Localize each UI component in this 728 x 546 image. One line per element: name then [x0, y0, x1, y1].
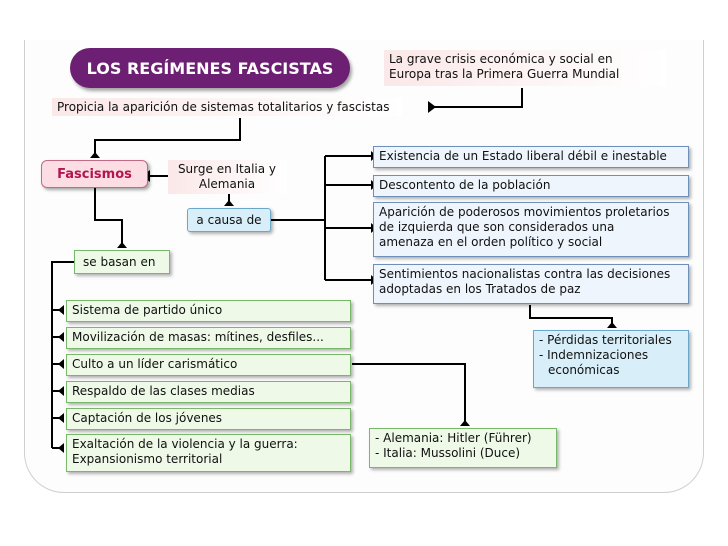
- arrowhead-propicia: [428, 101, 436, 113]
- node-cause-3-line-2: de izquierda que son considerados una: [379, 220, 615, 234]
- node-cause-2-line-1: Descontento de la población: [379, 178, 551, 192]
- node-base-4-line-1: Respaldo de las clases medias: [72, 384, 255, 398]
- node-leaders: [369, 428, 557, 468]
- node-base-3-line-1: Culto a un líder carismático: [72, 357, 238, 371]
- arrowhead-base-4: [58, 386, 64, 396]
- node-cause-1-line-1: Existencia de un Estado liberal débil e inestable: [379, 149, 667, 163]
- node-cause-4-line-1: Sentimientos nacionalistas contra las decisiones: [379, 267, 671, 281]
- arrowhead-acausa: [224, 200, 234, 206]
- node-base-6: [66, 434, 351, 472]
- node-crisis-line-1: La grave crisis económica y social en: [389, 52, 613, 66]
- node-losses: [533, 330, 689, 388]
- node-cause-4: [373, 264, 689, 304]
- node-propicia: Propicia la aparición de sistemas totalitarios y fascistas: [52, 98, 402, 116]
- connector-fascismos-basan: [95, 188, 122, 248]
- node-base-1-line-1: Sistema de partido único: [72, 303, 223, 317]
- node-a-causa-de: a causa de: [187, 208, 271, 232]
- node-fascismos: Fascismos: [41, 160, 148, 188]
- node-losses-line-1: - Pérdidas territoriales: [539, 333, 672, 347]
- arrowhead-base-6: [58, 443, 64, 453]
- node-base-6-line-2: Expansionismo territorial: [72, 452, 223, 466]
- node-surge: [168, 160, 286, 194]
- connector-culto-leaders: [352, 364, 465, 426]
- node-base-3: [66, 354, 351, 376]
- node-base-2-line-1: Movilización de masas: mítines, desfiles...: [72, 330, 324, 344]
- page-title: LOS REGÍMENES FASCISTAS: [70, 48, 350, 88]
- node-cause-3-line-3: amenaza en el orden político y social: [379, 235, 603, 249]
- node-surge-line-1: Surge en Italia y: [177, 162, 277, 176]
- node-cause-2: [373, 175, 689, 197]
- node-losses-line-2: - Indemnizaciones: [539, 348, 649, 362]
- node-se-basan-en: se basan en: [74, 250, 170, 274]
- arrowhead-leaders: [460, 420, 470, 426]
- node-base-1: [66, 300, 351, 322]
- node-base-5-line-1: Captación de los jóvenes: [72, 411, 223, 425]
- arrowhead-base-1: [58, 305, 64, 315]
- node-surge-line-2: Alemania: [198, 177, 256, 191]
- arrowhead-base-5: [58, 413, 64, 423]
- node-cause-4-line-2: adoptadas en los Tratados de paz: [379, 282, 581, 296]
- node-cause-1: [373, 146, 689, 168]
- arrowhead-basan: [117, 242, 127, 248]
- connector-propicia-fascismos: [95, 118, 240, 158]
- node-base-2: [66, 327, 351, 349]
- node-losses-line-3: económicas: [548, 363, 620, 377]
- node-leaders-line-1: - Alemania: Hitler (Führer): [375, 431, 532, 445]
- node-crisis: [384, 50, 666, 86]
- node-cause-3-line-1: Aparición de poderosos movimientos proletarios: [379, 205, 670, 219]
- connector-crisis-propicia: [432, 88, 522, 107]
- node-leaders-line-2: - Italia: Mussolini (Duce): [375, 446, 521, 460]
- node-base-6-line-1: Exaltación de la violencia y la guerra:: [72, 437, 298, 451]
- arrowhead-fascismos-top: [90, 152, 100, 158]
- arrowhead-base-3: [58, 359, 64, 369]
- node-cause-3: [373, 202, 689, 257]
- arrowhead-base-2: [58, 332, 64, 342]
- arrowhead-losses: [607, 322, 617, 328]
- node-base-4: [66, 381, 351, 403]
- connector-cause4-losses: [530, 305, 612, 328]
- node-base-5: [66, 408, 351, 430]
- node-crisis-line-2: Europa tras la Primera Guerra Mundial: [389, 67, 620, 81]
